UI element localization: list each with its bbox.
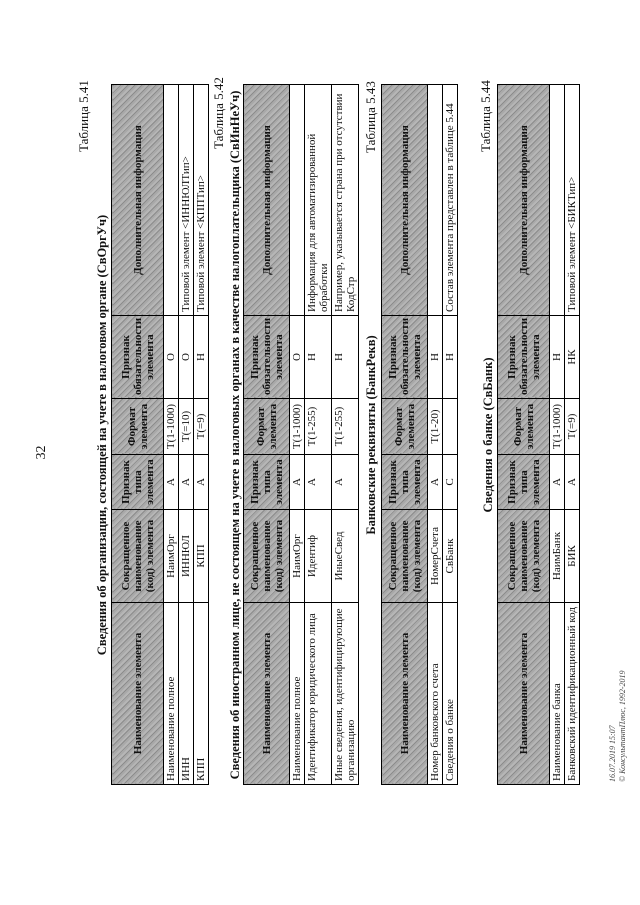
header-info: Дополнительная информация: [244, 85, 290, 316]
cell-code: НаимОрг: [164, 510, 179, 603]
table-row: [305, 85, 332, 785]
header-code: Сокращенное наименование (код) элемента: [112, 510, 164, 603]
cell-required: Н: [305, 316, 332, 399]
section-title-5-41: Сведения об организации, состоящей на учете в налоговом органе (СвОргУч): [95, 214, 109, 656]
header-required: Признак обязательности элемента: [382, 316, 428, 399]
cell-name: Наименование полное: [164, 603, 179, 785]
header-required: Признак обязательности элемента: [244, 316, 290, 399]
cell-code: СвБанк: [443, 510, 458, 603]
cell-info: Состав элемента представлен в таблице 5.44: [443, 85, 458, 316]
footer-stamp: [608, 670, 628, 782]
table-row: [443, 85, 458, 785]
header-info: Дополнительная информация: [112, 85, 164, 316]
cell-code: НаимОрг: [290, 510, 305, 603]
cell-name: Банковский идентификационный код: [565, 603, 580, 785]
header-required: Признак обязательности элемента: [112, 316, 164, 399]
cell-format: T(1-1000): [290, 399, 305, 455]
cell-type: А: [332, 455, 359, 510]
cell-format: T(=9): [565, 399, 580, 455]
cell-code: НомерСчета: [428, 510, 443, 603]
header-format: Формат элемента: [382, 399, 428, 455]
section-title-5-42: Сведения об иностранном лице, не состоящем на учете в налоговых органах в качестве налогоплательщика (СвИнНеУч): [228, 90, 242, 780]
cell-info: Типовой элемент <БИКТип>: [565, 85, 580, 316]
cell-format: T(1-20): [428, 399, 443, 455]
header-name: Наименование элемента: [244, 603, 290, 785]
table-row: [179, 85, 194, 785]
cell-required: О: [164, 316, 179, 399]
table-header-row: [382, 85, 428, 785]
cell-type: А: [428, 455, 443, 510]
header-name: Наименование элемента: [112, 603, 164, 785]
cell-type: А: [179, 455, 194, 510]
cell-info: Например, указывается страна при отсутствии КодСтр: [332, 85, 359, 316]
table-row: [332, 85, 359, 785]
section-title-5-44: Сведения о банке (СвБанк): [481, 357, 495, 513]
cell-name: Наименование полное: [290, 603, 305, 785]
cell-format: [443, 399, 458, 455]
cell-format: T(1-255): [332, 399, 359, 455]
table-header-row: [244, 85, 290, 785]
table-label-5-41: Таблица 5.41: [76, 80, 91, 152]
cell-format: T(=10): [179, 399, 194, 455]
cell-name: Идентификатор юридического лица: [305, 603, 332, 785]
cell-info: Типовой элемент <КППТип>: [194, 85, 209, 316]
header-required: Признак обязательности элемента: [498, 316, 550, 399]
cell-info: [428, 85, 443, 316]
cell-type: А: [565, 455, 580, 510]
header-info: Дополнительная информация: [382, 85, 428, 316]
cell-info: Типовой элемент <ИННЮЛТип>: [179, 85, 194, 316]
header-format: Формат элемента: [112, 399, 164, 455]
cell-code: КПП: [194, 510, 209, 603]
header-format: Формат элемента: [244, 399, 290, 455]
cell-info: [290, 85, 305, 316]
header-type: Признак типа элемента: [244, 455, 290, 510]
table-row: [550, 85, 565, 785]
header-code: Сокращенное наименование (код) элемента: [382, 510, 428, 603]
cell-type: А: [194, 455, 209, 510]
table-5-42: [243, 84, 359, 785]
cell-required: О: [179, 316, 194, 399]
cell-code: ИННЮЛ: [179, 510, 194, 603]
header-code: Сокращенное наименование (код) элемента: [498, 510, 550, 603]
header-info: Дополнительная информация: [498, 85, 550, 316]
cell-required: Н: [332, 316, 359, 399]
table-5-44: [497, 84, 580, 785]
cell-format: T(1-1000): [164, 399, 179, 455]
cell-required: Н: [428, 316, 443, 399]
cell-code: БИК: [565, 510, 580, 603]
cell-info: Информация для автоматизированной обработки: [305, 85, 332, 316]
cell-required: Н: [194, 316, 209, 399]
footer-copyright: © КонсультантПлюс, 1992-2019: [618, 670, 627, 782]
cell-type: С: [443, 455, 458, 510]
cell-type: А: [305, 455, 332, 510]
cell-name: Иные сведения, идентифицирующие организацию: [332, 603, 359, 785]
header-code: Сокращенное наименование (код) элемента: [244, 510, 290, 603]
cell-name: Сведения о банке: [443, 603, 458, 785]
header-type: Признак типа элемента: [382, 455, 428, 510]
header-type: Признак типа элемента: [498, 455, 550, 510]
cell-required: Н: [443, 316, 458, 399]
cell-info: [164, 85, 179, 316]
table-row: [290, 85, 305, 785]
cell-code: Идентиф: [305, 510, 332, 603]
table-label-5-43: Таблица 5.43: [363, 81, 378, 153]
footer-timestamp: 16.07.2019 15:07: [608, 725, 617, 782]
cell-required: Н: [550, 316, 565, 399]
table-label-5-42: Таблица 5.42: [211, 77, 226, 149]
cell-name: КПП: [194, 603, 209, 785]
table-row: [565, 85, 580, 785]
section-title-5-43: Банковские реквизиты (БанкРекв): [364, 335, 378, 535]
table-label-5-44: Таблица 5.44: [478, 80, 493, 152]
cell-type: А: [164, 455, 179, 510]
table-row: [428, 85, 443, 785]
cell-format: T(1-255): [305, 399, 332, 455]
header-type: Признак типа элемента: [112, 455, 164, 510]
table-row: [164, 85, 179, 785]
header-format: Формат элемента: [498, 399, 550, 455]
table-header-row: [112, 85, 164, 785]
cell-format: T(=9): [194, 399, 209, 455]
cell-name: ИНН: [179, 603, 194, 785]
header-name: Наименование элемента: [498, 603, 550, 785]
page-number: 32: [34, 445, 49, 460]
table-5-41: [111, 84, 209, 785]
cell-required: О: [290, 316, 305, 399]
cell-code: ИныеСвед: [332, 510, 359, 603]
cell-code: НаимБанк: [550, 510, 565, 603]
cell-name: Номер банковского счета: [428, 603, 443, 785]
cell-type: А: [290, 455, 305, 510]
cell-required: НК: [565, 316, 580, 399]
table-5-43: [381, 84, 458, 785]
cell-format: T(1-1000): [550, 399, 565, 455]
table-header-row: [498, 85, 550, 785]
table-row: [194, 85, 209, 785]
cell-name: Наименование банка: [550, 603, 565, 785]
cell-type: А: [550, 455, 565, 510]
header-name: Наименование элемента: [382, 603, 428, 785]
cell-info: [550, 85, 565, 316]
